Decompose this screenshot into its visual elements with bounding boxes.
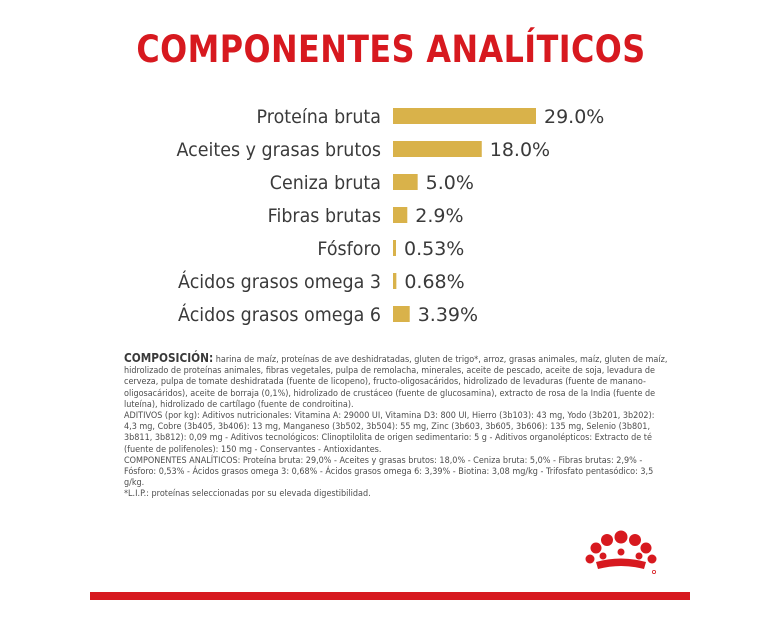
royal-canin-crown-icon: [582, 528, 660, 580]
bar-chart: [0, 98, 782, 343]
category-label: Ácidos grasos omega 3: [178, 271, 381, 294]
bar: [393, 306, 410, 322]
category-label: Aceites y grasas brutos: [176, 139, 381, 162]
bar: [393, 108, 536, 124]
composition-analytical: COMPONENTES ANALÍTICOS: Proteína bruta: 29,0% - Aceites y grasas brutos: 18,0% - Ceniza bruta: 5,0% - Fibras brutas: 2,9% - Fósforo: 0,53% - Ácidos grasos omega 3: 0,68% - Ácidos grasos omega 6: 3,39% - Biotina: 3,08 mg/kg - Trifosfato pentasódico: 3,5 g/kg.: [124, 454, 654, 489]
bar: [393, 207, 407, 223]
value-label: 3.39%: [417, 304, 479, 326]
composition-heading: COMPOSICIÓN:: [124, 351, 214, 365]
composition-ingredients: harina de maíz, proteínas de ave deshidratadas, gluten de trigo*, arroz, grasas animales, maíz, gluten de maíz, hidrolizado de proteínas animales, fibras vegetales, pulpa de remolacha, minerales, aceite de pescado, aceite de soja, levadura de cerveza, pulpa de tomate deshidratada (fuente de licopeno), fructo-oligosacáridos, hidrolizado de levaduras (fuente de manano-oligosacáridos), aceite de borraja (0,1%), hidrolizado de crustáceo (fuente de glucosamina), extracto de rosa de la India (fuente de luteína), hidrolizado de cartílago (fuente de condroitina).: [124, 354, 668, 410]
value-label: 0.53%: [404, 238, 465, 260]
bar: [393, 273, 396, 289]
footer-red-bar: [90, 592, 690, 600]
category-label: Ceniza bruta: [269, 172, 381, 195]
bar: [393, 240, 396, 256]
value-label: 0.68%: [404, 271, 465, 293]
page-title: COMPONENTES ANALÍTICOS: [136, 28, 646, 71]
category-label: Fibras brutas: [267, 205, 381, 228]
value-label: 29.0%: [544, 106, 605, 128]
category-label: Fósforo: [317, 238, 381, 261]
composition-paragraph: [124, 353, 670, 410]
category-label: Ácidos grasos omega 6: [178, 304, 381, 327]
composition-footnote: *L.I.P.: proteínas seleccionadas por su elevada digestibilidad.: [124, 488, 371, 500]
value-label: 5.0%: [425, 172, 474, 194]
composition-text: [124, 353, 670, 500]
value-label: 2.9%: [415, 205, 464, 227]
value-label: 18.0%: [489, 139, 551, 161]
composition-additives: ADITIVOS (por kg): Aditivos nutricionales: Vitamina A: 29000 UI, Vitamina D3: 800 UI, Hierro (3b103): 43 mg, Yodo (3b201, 3b202): 4,3 mg, Cobre (3b405, 3b406): 13 mg, Manganeso (3b502, 3b504): 55 mg, Zinc (3b603, 3b605, 3b606): 135 mg, Selenio (3b801, 3b811, 3b812): 0,09 mg - Aditivos tecnológicos: Clinoptilolita de origen sedimentario: 5 g - Aditivos organolépticos: Extracto de té (fuente de polifenoles): 150 mg - Conservantes - Antioxidantes.: [124, 410, 655, 455]
bar: [393, 174, 418, 190]
bar: [393, 141, 482, 157]
category-label: Proteína bruta: [256, 106, 381, 129]
